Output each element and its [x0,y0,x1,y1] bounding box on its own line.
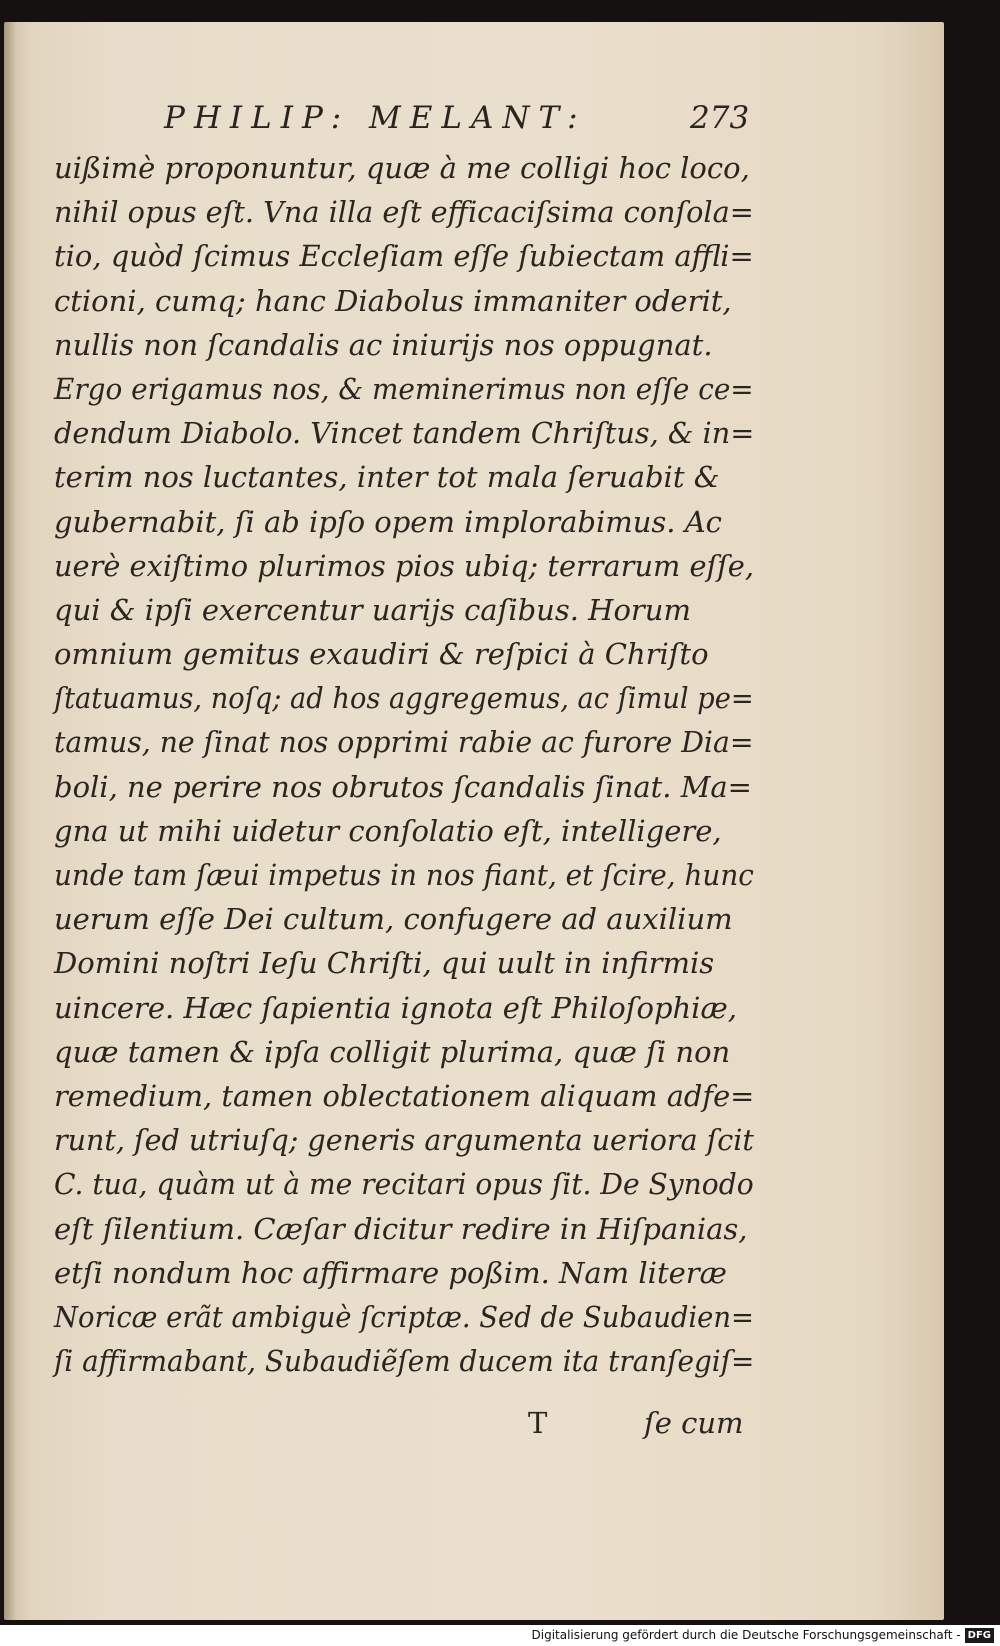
text-line: dendum Diabolo. Vincet tandem Chriſtus, & in= [54,416,755,451]
text-line: qui & ipſi exercentur uarijs caſibus. Horum [54,592,691,627]
text-line: tamus, ne ſinat nos opprimi rabie ac furore Dia= [54,725,754,760]
page-number: 273 [690,100,750,136]
text-line: ſtatuamus, noſq; ad hos aggregemus, ac ſimul pe= [54,681,754,716]
running-head: PHILIP: MELANT: [164,100,587,136]
book-page [4,22,944,1620]
text-line: uißimè proponuntur, quæ à me colligi hoc loco, [54,151,750,185]
text-line: uincere. Hæc ſapientia ignota eſt Philoſophiæ, [54,990,737,1025]
footer-credit: Digitalisierung gefördert durch die Deutsche Forschungsgemeinschaft - [531,1628,961,1642]
text-line: gna ut mihi uidetur conſolatio eſt, intelligere, [54,813,722,848]
text-line: ctioni, cumq; hanc Diabolus immaniter oderit, [54,283,732,318]
catchword: ſe cum [644,1406,744,1440]
text-line: Domini noſtri Ieſu Chriſti, qui uult in infirmis [54,946,715,981]
text-line: Ergo erigamus nos, & meminerimus non eſſe ce= [54,371,754,406]
text-line: uerum eſſe Dei cultum, confugere ad auxilium [54,902,733,937]
text-line: remedium, tamen oblectationem aliquam adfe= [54,1078,755,1113]
body-text [54,146,754,1383]
text-line: runt, ſed utriuſq; generis argumenta ueriora ſcit [54,1123,754,1158]
text-line: nullis non ſcandalis ac iniurijs nos oppugnat. [54,327,713,362]
signature-mark: T [528,1406,548,1440]
text-line: etſi nondum hoc affirmare poßim. Nam literæ [54,1255,727,1290]
text-line: nihil opus eſt. Vna illa eſt efficaciſsima conſola= [54,195,754,230]
text-line: omnium gemitus exaudiri & reſpici à Chriſto [54,637,709,672]
direction-line [54,1406,754,1446]
text-line: uerè exiſtimo plurimos pios ubiq; terrarum eſſe, [54,548,754,583]
text-line: quæ tamen & ipſa colligit plurima, quæ ſi non [54,1034,731,1069]
text-line: eſt ſilentium. Cæſar dicitur redire in Hiſpanias, [54,1211,748,1246]
text-line: tio, quòd ſcimus Eccleſiam eſſe ſubiectam affli= [54,239,754,274]
text-line: terim nos luctantes, inter tot mala ſeruabit & [54,460,720,495]
text-line: Noricæ erãt ambiguè ſcriptæ. Sed de Subaudien= [54,1299,754,1334]
text-line: ſi affirmabant, Subaudiẽſem ducem ita tranſegiſ= [54,1344,755,1379]
text-line: unde tam ſæui impetus in nos fiant, et ſcire, hunc [54,858,754,892]
text-line: gubernabit, ſi ab ipſo opem implorabimus. Ac [54,504,722,539]
dfg-logo: DFG [965,1628,994,1643]
text-line: boli, ne perire nos obrutos ſcandalis ſinat. Ma= [54,769,752,804]
digitization-footer [532,1626,995,1644]
text-line: C. tua, quàm ut à me recitari opus ſit. De Synodo [54,1167,754,1202]
